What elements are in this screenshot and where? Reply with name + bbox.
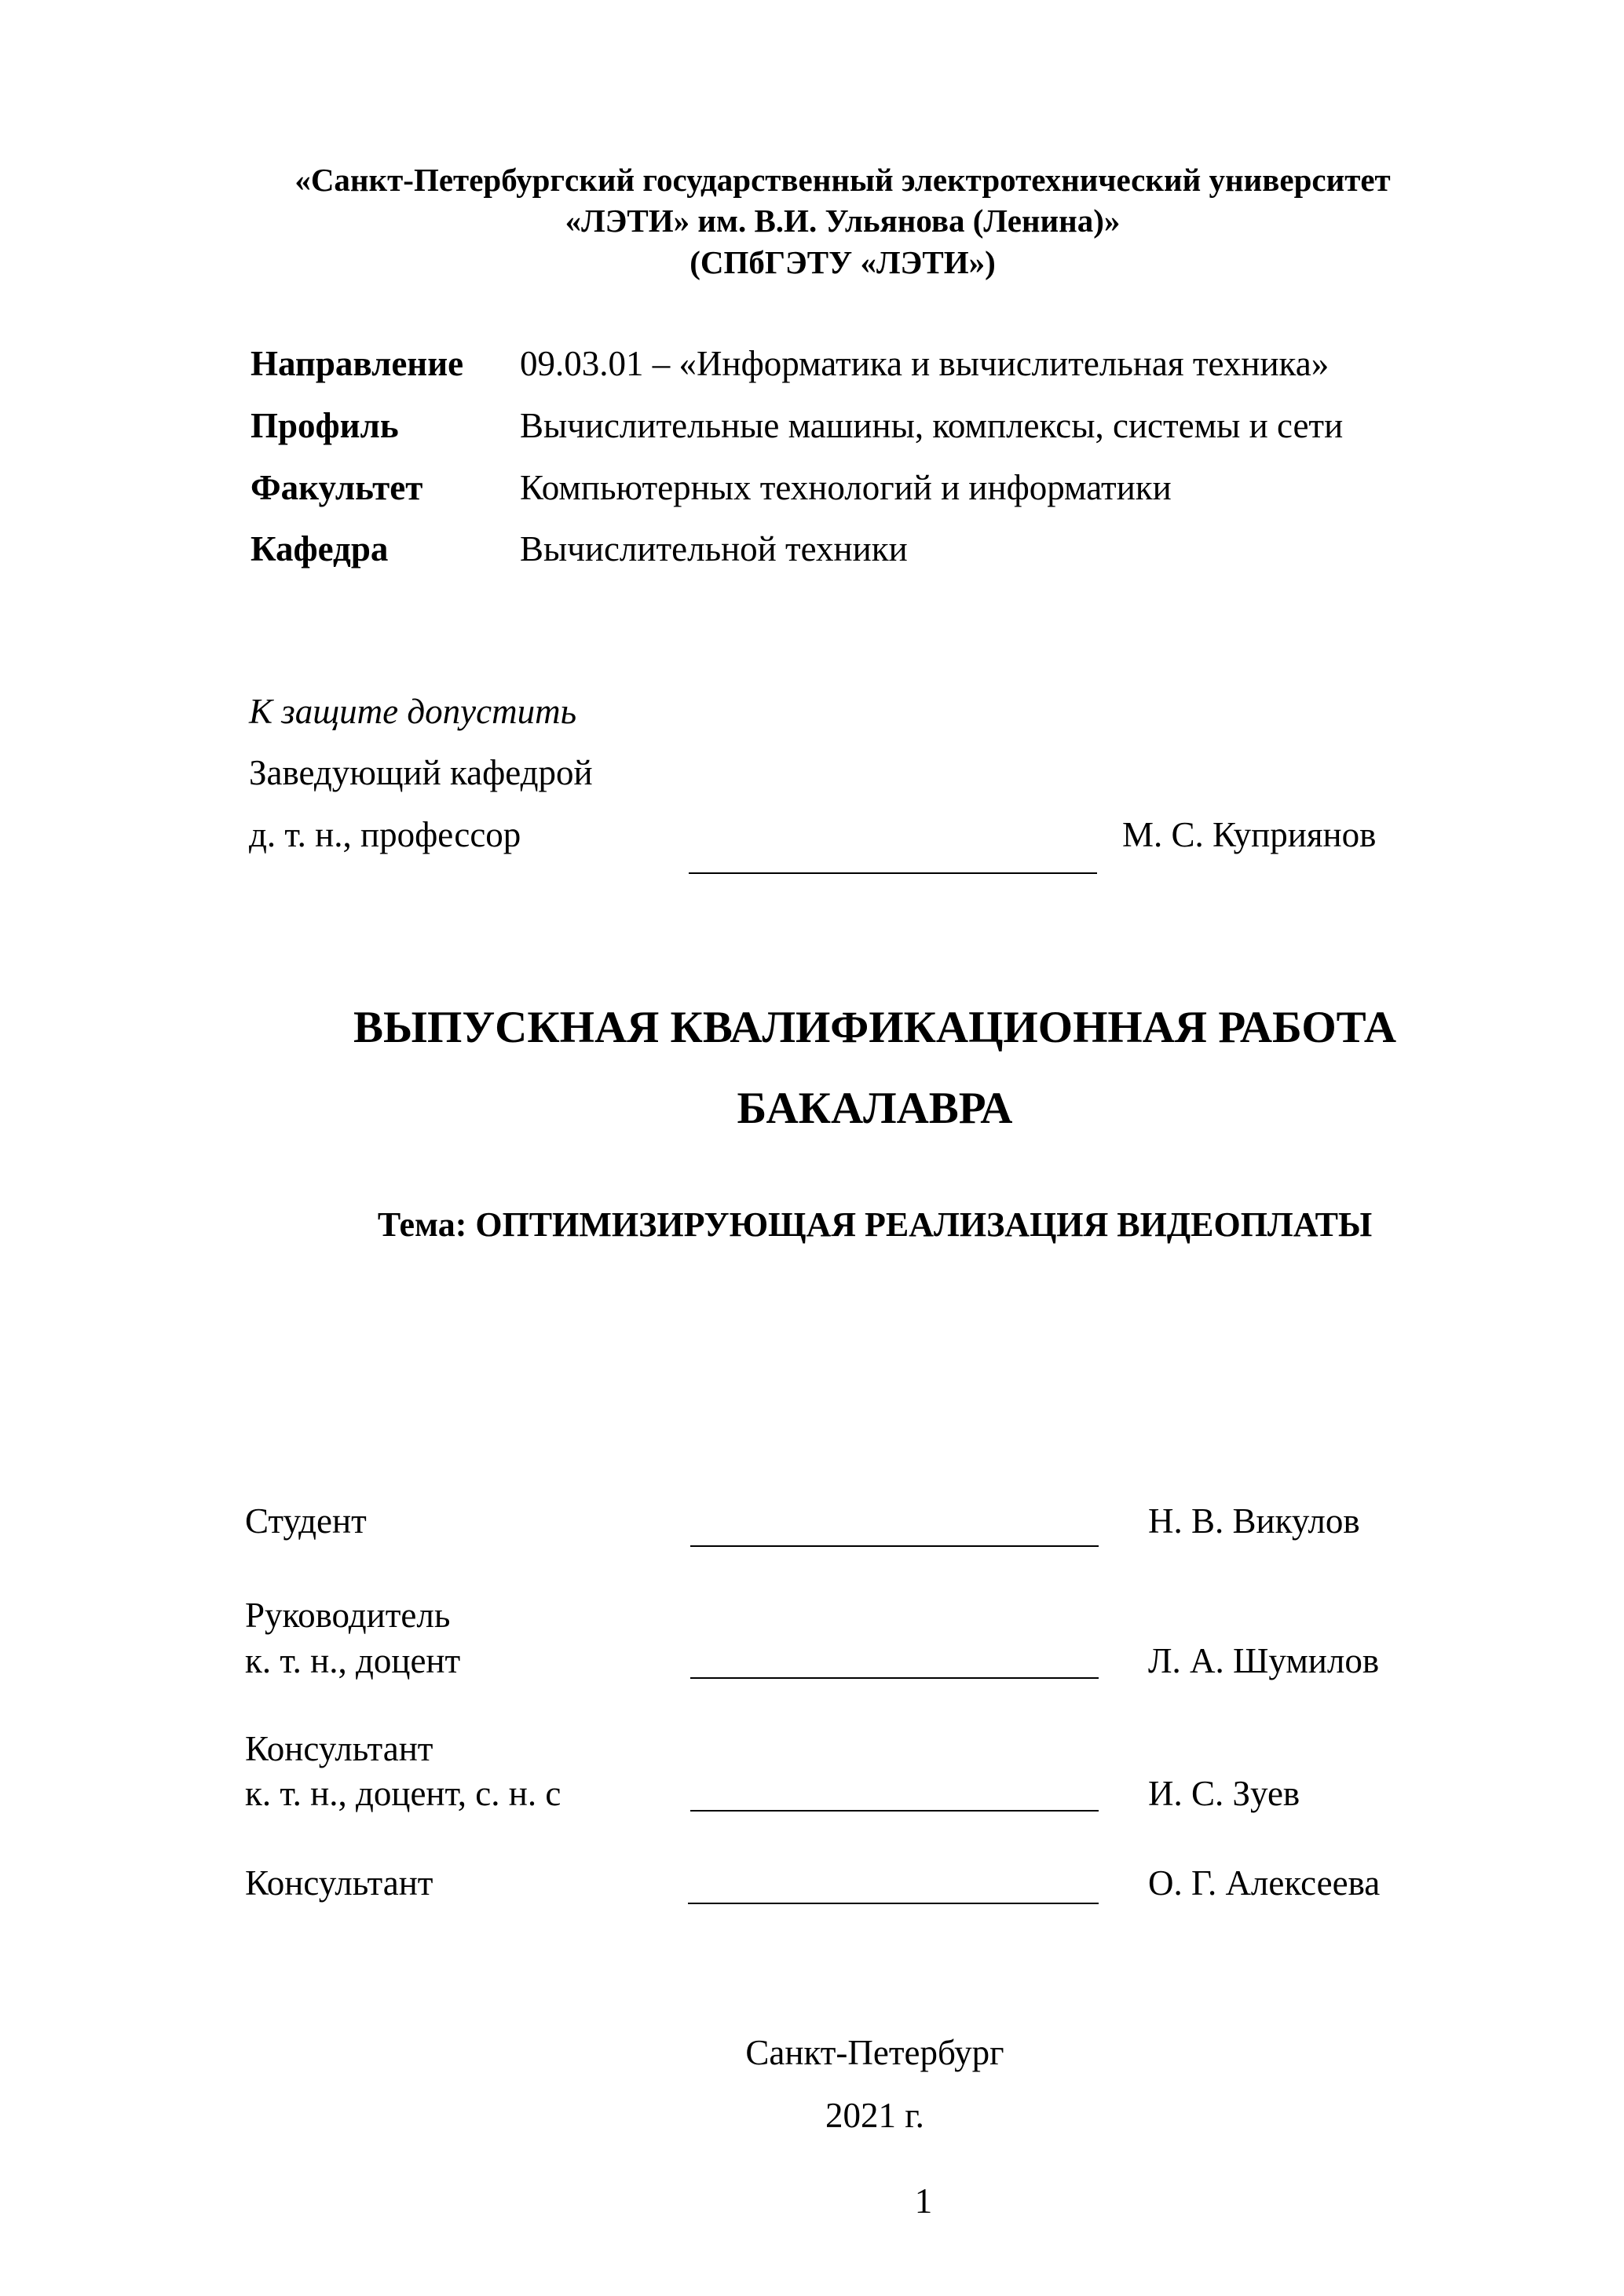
signature-degree: к. т. н., доцент, с. н. с	[245, 1774, 561, 1813]
field-value-faculty: Компьютерных технологий и информатики	[520, 468, 1172, 507]
title-line1: ВЫПУСКНАЯ КВАЛИФИКАЦИОННАЯ РАБОТА	[353, 1003, 1397, 1052]
university-name-line2: «ЛЭТИ» им. В.И. Ульянова (Ленина)»	[565, 203, 1121, 239]
signature-line	[690, 1810, 1099, 1812]
title-line2: БАКАЛАВРА	[737, 1084, 1013, 1133]
head-degree: д. т. н., профессор	[249, 815, 521, 854]
signature-role: Консультант	[245, 1863, 433, 1903]
signature-line	[690, 1677, 1099, 1679]
field-label-profile: Профиль	[251, 406, 399, 445]
field-value-profile: Вычислительные машины, комплексы, системы и сети	[520, 406, 1344, 445]
field-label-department: Кафедра	[251, 529, 389, 569]
signature-name: Н. В. Викулов	[1148, 1501, 1360, 1541]
signature-role: Руководитель	[245, 1596, 451, 1635]
field-value-direction: 09.03.01 – «Информатика и вычислительная техника»	[520, 344, 1330, 383]
head-name: М. С. Куприянов	[1122, 815, 1377, 854]
signature-line	[688, 1903, 1099, 1904]
field-label-direction: Направление	[251, 344, 464, 383]
university-abbrev: (СПбГЭТУ «ЛЭТИ»)	[689, 244, 996, 280]
work-topic: Тема: ОПТИМИЗИРУЮЩАЯ РЕАЛИЗАЦИЯ ВИДЕОПЛАТЫ	[377, 1205, 1373, 1244]
signature-role: Консультант	[245, 1729, 433, 1768]
signature-name: Л. А. Шумилов	[1148, 1641, 1380, 1680]
signature-degree: к. т. н., доцент	[245, 1641, 461, 1680]
university-name-line1: «Санкт-Петербургский государственный электротехнический университет	[294, 162, 1391, 198]
head-of-department: Заведующий кафедрой	[249, 753, 593, 792]
signature-name: И. С. Зуев	[1148, 1774, 1300, 1813]
field-value-department: Вычислительной техники	[520, 529, 908, 569]
page-number: 1	[914, 2181, 933, 2221]
city: Санкт-Петербург	[745, 2033, 1004, 2072]
signature-line-head	[689, 872, 1097, 874]
year: 2021 г.	[825, 2096, 924, 2135]
admit-to-defense: К защите допустить	[249, 692, 577, 731]
signature-name: О. Г. Алексеева	[1148, 1863, 1381, 1903]
signature-role: Студент	[245, 1501, 367, 1541]
signature-line	[690, 1545, 1099, 1547]
field-label-faculty: Факультет	[251, 468, 423, 507]
